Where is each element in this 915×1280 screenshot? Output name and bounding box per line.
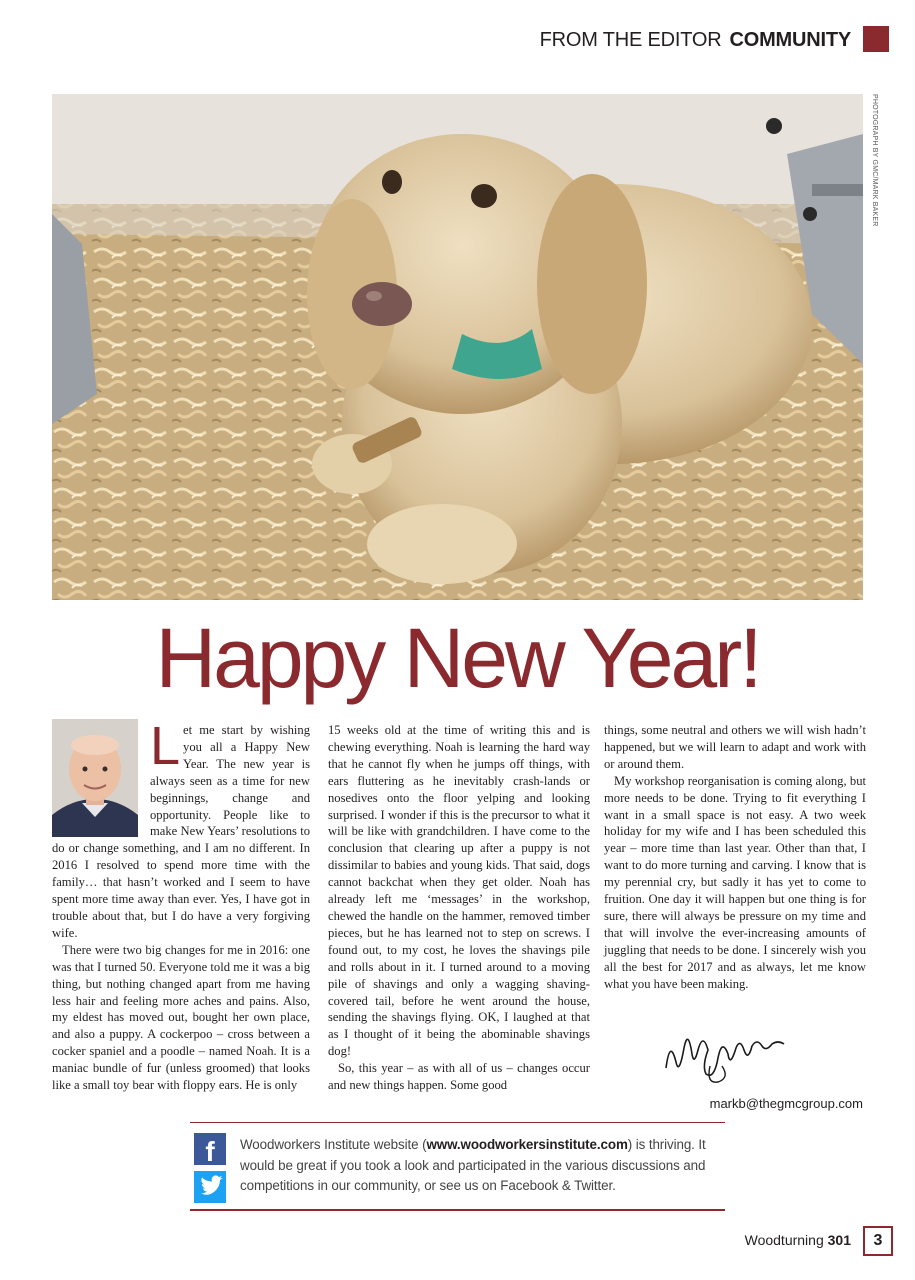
- page-number: 3: [863, 1226, 893, 1256]
- article-column-2: [328, 722, 590, 1094]
- magazine-name: Woodturning: [744, 1232, 824, 1248]
- social-text: [240, 1135, 720, 1197]
- paragraph: things, some neutral and others we will wish hadn’t happened, but we will learn to adapt and work with or around them.: [604, 723, 866, 771]
- dog-photo: [52, 94, 863, 600]
- header-accent-square: [863, 26, 889, 52]
- paragraph: 15 weeks old at the time of writing this and is chewing everything. Noah is learning the hard way that he cannot fly when he jumps off things, with ears fluttering as he inevitably crash-lands or nosedives onto the floor yelping and looking surprised. I wonder if this is the precursor to what it will be like with grandchildren. I have come to the conclusion that clearing up after a puppy is not dissimilar to babies and young kids. That said, dogs cannot backchat when they get older. Noah has already left me ‘messages’ in the workshop, chewed the handle on the hammer, removed timber pieces, but he has learned not to step on screws. I found out, to my cost, he loves the shavings pile and rolls about in it. I turned around to a moving pile of shavings and only a wagging shaving-covered tail, before he went around the house, sending the shavings flying. OK, I laughed at that as I thought of it being the abominable shavings dog!: [328, 723, 590, 1059]
- editor-portrait: [52, 719, 138, 837]
- social-text-intro: Woodworkers Institute website (: [240, 1137, 427, 1152]
- editor-signature: [660, 1028, 820, 1088]
- paragraph: My workshop reorganisation is coming along, but more needs to be done. Trying to fit everything I want in a small space is not easy. A two week holiday for my wife and I has been scheduled this year – more time than last year. Other than that, I want to do more turning and carving. I know that is my perennial cry, but sadly it has yet to come to fruition. One day it will happen but one thing is for sure, there will always be pressure on my time and that will involve the ever-increasing amounts of juggling that needs to be done. I sincerely wish you all the best for 2017 and as always, let me know what you have been making.: [604, 773, 866, 991]
- section-label: FROM THE EDITOR: [539, 28, 722, 51]
- website-link[interactable]: www.woodworkersinstitute.com: [426, 1137, 628, 1152]
- issue-number: 301: [827, 1232, 851, 1248]
- article-column-1: [52, 716, 310, 1094]
- editor-email[interactable]: markb@thegmcgroup.com: [709, 1096, 863, 1111]
- category-label: COMMUNITY: [729, 28, 851, 51]
- section-header: [540, 26, 851, 54]
- paragraph: There were two big changes for me in 2016: one was that I turned 50. Everyone told me it was a big thing, but nothing changed apart from me having less hair and feeling more aches and pains. Also, my eldest has moved out, bought her own place, and also a puppy. A cockerpoo – cross between a cocker spaniel and a poodle – named Noah. It is a maniac bundle of fur (unless groomed) that looks like a small toy bear with floppy ears. He is only: [52, 942, 310, 1093]
- drop-cap: L: [150, 716, 181, 776]
- page-title: Happy New Year!: [155, 611, 760, 705]
- page-footer: [745, 1232, 851, 1248]
- facebook-icon[interactable]: f: [194, 1133, 226, 1165]
- social-callout: [190, 1122, 725, 1211]
- social-text-rest: ) is thriving. It would be great if you took a look and participated in the various discussions and competitions in our community, or see us on Facebook & Twitter.: [240, 1137, 706, 1193]
- paragraph: So, this year – as with all of us – changes occur and new things happen. Some good: [328, 1061, 590, 1093]
- article-column-3: [604, 722, 866, 993]
- photo-credit: PHOTOGRAPH BY GMC/MARK BAKER: [871, 94, 878, 227]
- twitter-icon[interactable]: [194, 1171, 226, 1203]
- paragraph: et me start by wishing you all a Happy New Year. The new year is always seen as a time for new beginnings, change and opportunity. People like to make New Years’ resolutions to do or change something, and I am no different. In 2016 I resolved to spend more time with the family… that hasn’t worked and I seem to have spent more time away than ever. Yes, I have got in trouble about that, but I do have a very forgiving wife.: [52, 723, 310, 940]
